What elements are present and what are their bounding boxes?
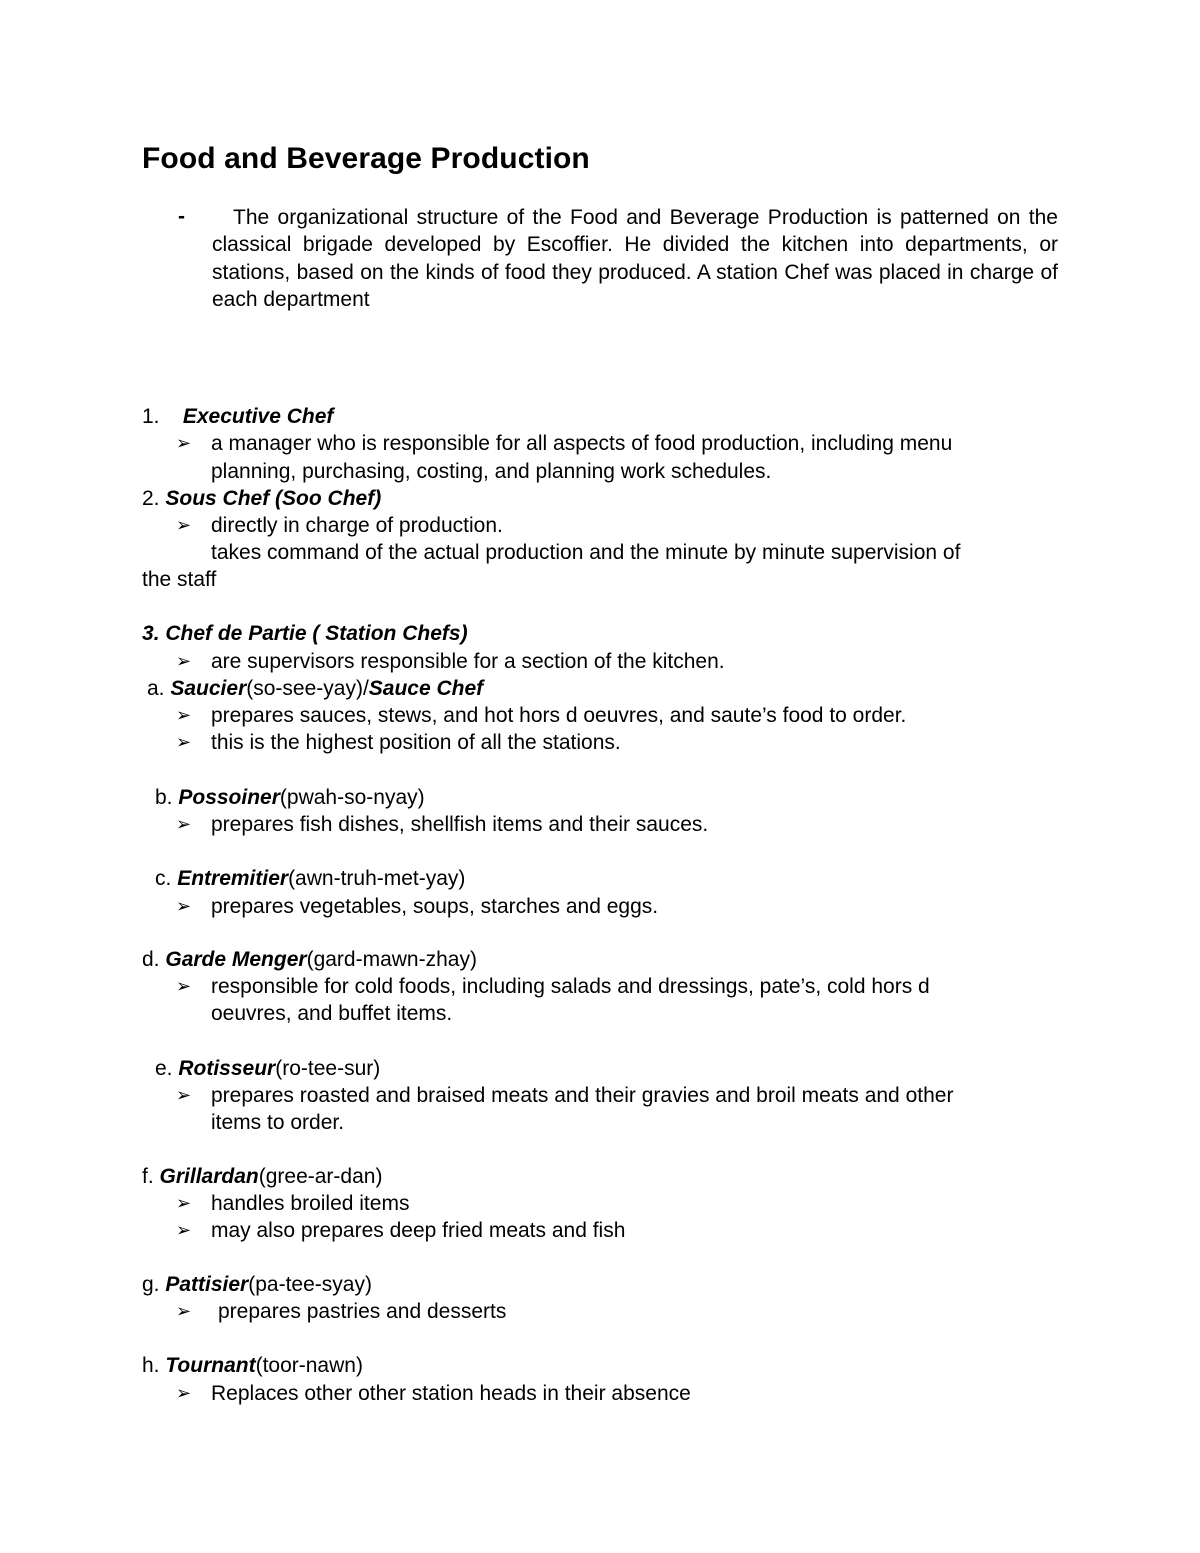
station-saucier-heading xyxy=(147,675,483,702)
station-entremitier-heading xyxy=(155,865,465,892)
section-name: Executive Chef xyxy=(182,405,334,428)
arrow-bullet-icon: ➢ xyxy=(176,1220,192,1240)
arrow-bullet-icon: ➢ xyxy=(176,1193,192,1213)
intro-dash: - xyxy=(178,205,185,228)
station-pronunciation: (pa-tee-syay) xyxy=(248,1273,372,1296)
arrow-bullet-icon: ➢ xyxy=(176,732,192,752)
bullet-text: prepares sauces, stews, and hot hors d oeuvres, and saute’s food to order. xyxy=(211,704,907,727)
station-name: Tournant xyxy=(165,1354,256,1377)
station-pronunciation: (toor-nawn) xyxy=(255,1354,363,1377)
station-pronunciation: (gard-mawn-zhay) xyxy=(306,948,477,971)
bullet-text: a manager who is responsible for all aspects of food production, including menu xyxy=(211,432,953,455)
station-grillardan-heading xyxy=(142,1163,382,1190)
arrow-bullet-icon: ➢ xyxy=(176,705,192,725)
station-name: Entremitier xyxy=(177,867,289,890)
station-pronunciation: (ro-tee-sur) xyxy=(275,1057,381,1080)
station-name: Garde Menger xyxy=(165,948,307,971)
paragraph-text: takes command of the actual production and the minute by minute supervision of xyxy=(211,541,961,564)
station-marker: a. xyxy=(147,677,165,700)
section-marker: 3 xyxy=(142,622,154,645)
station-marker: c. xyxy=(155,867,172,890)
station-pronunciation: (pwah-so-nyay) xyxy=(279,786,425,809)
station-possoiner-heading xyxy=(155,784,425,811)
station-marker: g. xyxy=(142,1273,160,1296)
section-marker: 1. xyxy=(142,405,160,428)
bullet-text-continued: items to order. xyxy=(211,1111,345,1134)
arrow-bullet-icon: ➢ xyxy=(176,814,192,834)
station-marker: e. xyxy=(155,1057,173,1080)
station-tournant-heading xyxy=(142,1352,363,1379)
section-chef-de-partie-heading xyxy=(142,620,468,647)
station-pronunciation: (awn-truh-met-yay) xyxy=(288,867,466,890)
page-title: Food and Beverage Production xyxy=(142,142,590,175)
bullet-text: Replaces other other station heads in their absence xyxy=(211,1382,691,1405)
section-executive-chef-heading xyxy=(142,403,333,430)
bullet-text: directly in charge of production. xyxy=(211,514,503,537)
station-marker: f. xyxy=(142,1165,154,1188)
section-marker: 2. xyxy=(142,487,160,510)
station-name: Rotisseur xyxy=(178,1057,276,1080)
bullet-text: prepares pastries and desserts xyxy=(218,1300,507,1323)
arrow-bullet-icon: ➢ xyxy=(176,896,192,916)
bullet-text: prepares fish dishes, shellfish items and their sauces. xyxy=(211,813,709,836)
station-name: Pattisier xyxy=(165,1273,249,1296)
bullet-text: may also prepares deep fried meats and fish xyxy=(211,1219,626,1242)
bullet-text: prepares vegetables, soups, starches and eggs. xyxy=(211,895,659,918)
section-name: Sous Chef (Soo Chef) xyxy=(165,487,382,510)
station-pattisier-heading xyxy=(142,1271,372,1298)
station-alt-name: Sauce Chef xyxy=(368,677,484,700)
station-name: Grillardan xyxy=(159,1165,259,1188)
bullet-text: prepares roasted and braised meats and their gravies and broil meats and other xyxy=(211,1084,954,1107)
bullet-text-continued: oeuvres, and buffet items. xyxy=(211,1002,453,1025)
paragraph-text-continued: the staff xyxy=(142,568,217,591)
section-sous-chef-heading xyxy=(142,485,381,512)
station-garde-menger-heading xyxy=(142,946,477,973)
arrow-bullet-icon: ➢ xyxy=(176,515,192,535)
arrow-bullet-icon: ➢ xyxy=(176,976,192,996)
arrow-bullet-icon: ➢ xyxy=(176,1383,192,1403)
bullet-text-continued: planning, purchasing, costing, and planning work schedules. xyxy=(211,460,772,483)
section-name: . Chef de Partie ( Station Chefs) xyxy=(153,622,468,645)
station-name: Possoiner xyxy=(178,786,280,809)
bullet-text: are supervisors responsible for a section of the kitchen. xyxy=(211,650,725,673)
station-marker: d. xyxy=(142,948,160,971)
intro-paragraph: The organizational structure of the Food and Beverage Production is patterned on the classical brigade developed by Escoffier. He divided the kitchen into departments, or stations, based on the kinds of food they produced. A station Chef was placed in charge of each department xyxy=(212,206,1058,311)
station-marker: h. xyxy=(142,1354,160,1377)
arrow-bullet-icon: ➢ xyxy=(176,1085,192,1105)
station-name: Saucier xyxy=(170,677,247,700)
bullet-text: this is the highest position of all the stations. xyxy=(211,731,621,754)
station-marker: b. xyxy=(155,786,173,809)
station-rotisseur-heading xyxy=(155,1055,380,1082)
station-pronunciation: (so-see-yay)/ xyxy=(246,677,369,700)
arrow-bullet-icon: ➢ xyxy=(176,1301,192,1321)
bullet-text: handles broiled items xyxy=(211,1192,410,1215)
station-pronunciation: (gree-ar-dan) xyxy=(258,1165,383,1188)
bullet-text: responsible for cold foods, including salads and dressings, pate’s, cold hors d xyxy=(211,975,930,998)
arrow-bullet-icon: ➢ xyxy=(176,651,192,671)
arrow-bullet-icon: ➢ xyxy=(176,433,192,453)
